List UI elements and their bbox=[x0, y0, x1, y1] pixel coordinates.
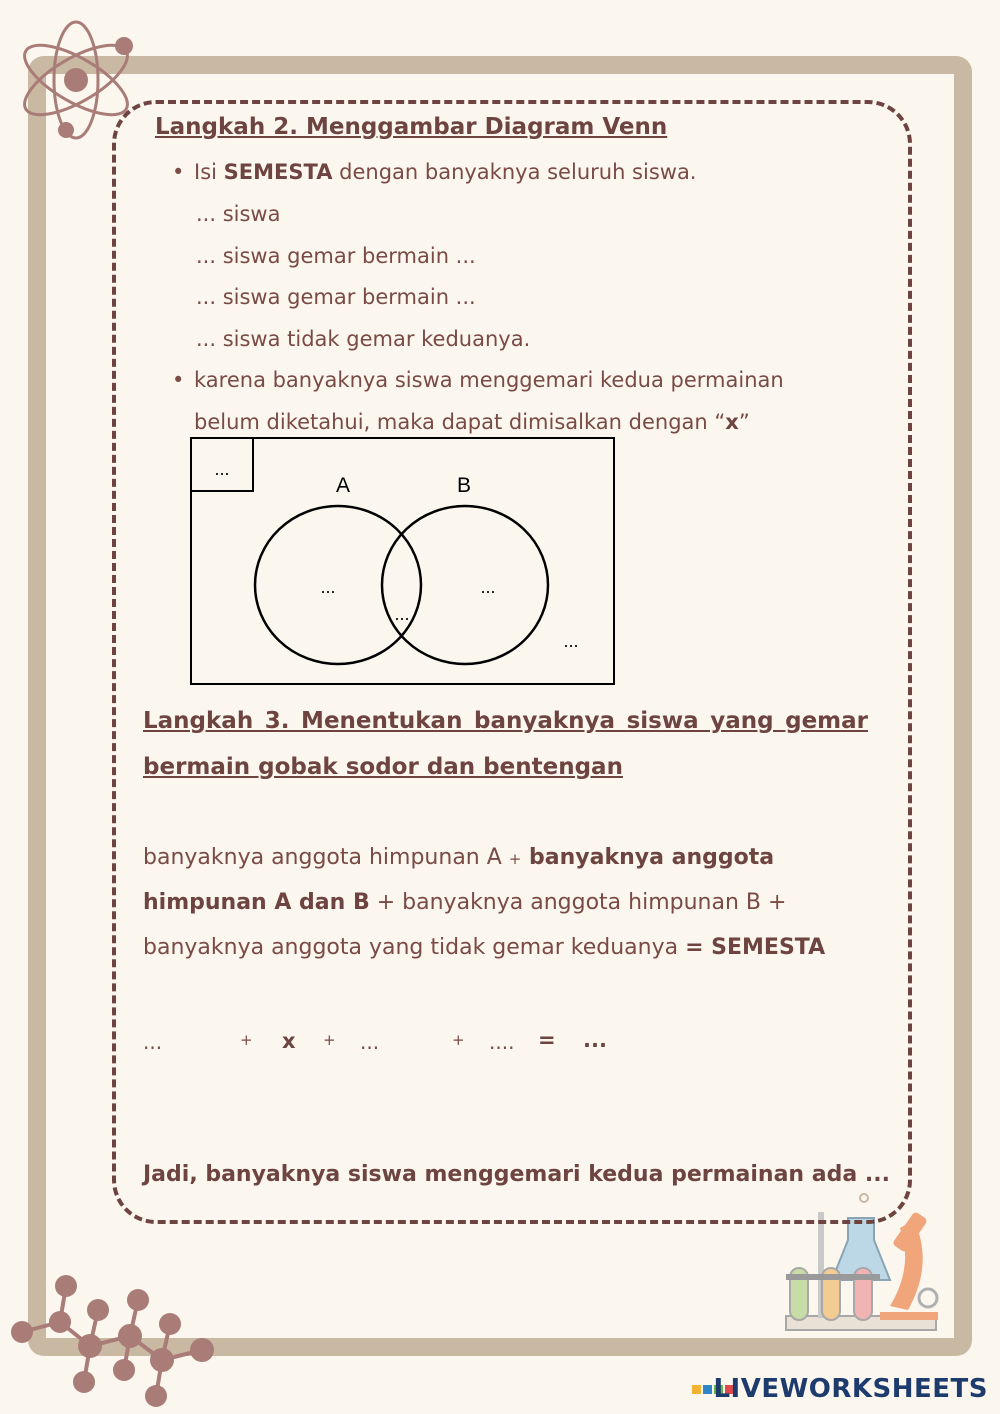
bullet-text: dengan banyaknya seluruh siswa. bbox=[332, 160, 697, 184]
semesta-bold: = SEMESTA bbox=[685, 935, 826, 960]
x-bold: x bbox=[725, 410, 739, 434]
venn-diagram bbox=[190, 437, 618, 689]
eq-plus-2: + bbox=[323, 1031, 336, 1049]
set-a-label: A bbox=[335, 474, 351, 497]
formula-text: banyaknya anggota himpunan B + bbox=[402, 890, 787, 915]
intersection-value[interactable]: ... bbox=[394, 604, 410, 624]
eq-blank-2[interactable]: ... bbox=[360, 1030, 380, 1054]
set-b-label: B bbox=[456, 474, 472, 497]
bullet-x: • karena banyaknya siswa menggemari kedua permainan bbox=[194, 368, 784, 392]
outside-value[interactable]: ... bbox=[563, 631, 579, 651]
eq-blank-3[interactable]: .... bbox=[489, 1030, 515, 1054]
plus-sign: + bbox=[508, 850, 522, 868]
formula-text: banyaknya anggota himpunan A bbox=[143, 845, 509, 870]
step2-title: Langkah 2. Menggambar Diagram Venn bbox=[155, 114, 668, 140]
b-only-value[interactable]: ... bbox=[480, 577, 496, 597]
circle-b bbox=[382, 506, 548, 664]
circle-a bbox=[255, 506, 421, 664]
logo-icon bbox=[691, 1384, 713, 1395]
bullet-x-line2 bbox=[194, 410, 750, 434]
line-game-b: ... siswa gemar bermain ... bbox=[196, 285, 476, 309]
line-neither: ... siswa tidak gemar keduanya. bbox=[196, 327, 531, 351]
formula-line-2 bbox=[143, 890, 786, 915]
step3-title: Langkah 3. Menentukan banyaknya siswa yang gemar bbox=[143, 708, 868, 734]
universe-rect bbox=[191, 438, 614, 684]
conclusion: Jadi, banyaknya siswa menggemari kedua permainan ada ... bbox=[143, 1162, 890, 1187]
molecule-icon bbox=[0, 1262, 230, 1412]
universe-label: ... bbox=[214, 459, 230, 479]
formula-bold: himpunan A dan B bbox=[143, 890, 370, 915]
semesta-bold: SEMESTA bbox=[223, 160, 333, 184]
bullet-text: ” bbox=[738, 410, 750, 434]
formula-text: + bbox=[369, 890, 403, 915]
eq-x: x bbox=[282, 1029, 296, 1053]
a-only-value[interactable]: ... bbox=[320, 577, 336, 597]
eq-equals: = bbox=[538, 1028, 556, 1052]
formula-line-1 bbox=[143, 845, 774, 870]
bullet-semesta bbox=[194, 160, 697, 184]
eq-plus-3: + bbox=[452, 1031, 465, 1049]
logo-text: LIVEWORKSHEETS bbox=[713, 1374, 988, 1404]
line-game-a: ... siswa gemar bermain ... bbox=[196, 244, 476, 268]
bullet-text: Isi bbox=[194, 160, 224, 184]
formula-text: banyaknya anggota yang tidak gemar keduanya bbox=[143, 935, 686, 960]
eq-plus-1: + bbox=[240, 1031, 253, 1049]
formula-bold: banyaknya anggota bbox=[521, 845, 775, 870]
line-total: ... siswa bbox=[196, 202, 281, 226]
formula-line-3 bbox=[143, 935, 825, 960]
eq-blank-4[interactable]: ... bbox=[583, 1028, 607, 1052]
eq-blank-1[interactable]: ... bbox=[143, 1030, 163, 1054]
step3-title-line2: bermain gobak sodor dan bentengan bbox=[143, 754, 623, 780]
bullet-text: belum diketahui, maka dapat dimisalkan dengan “ bbox=[194, 410, 726, 434]
liveworksheets-logo bbox=[691, 1374, 988, 1404]
